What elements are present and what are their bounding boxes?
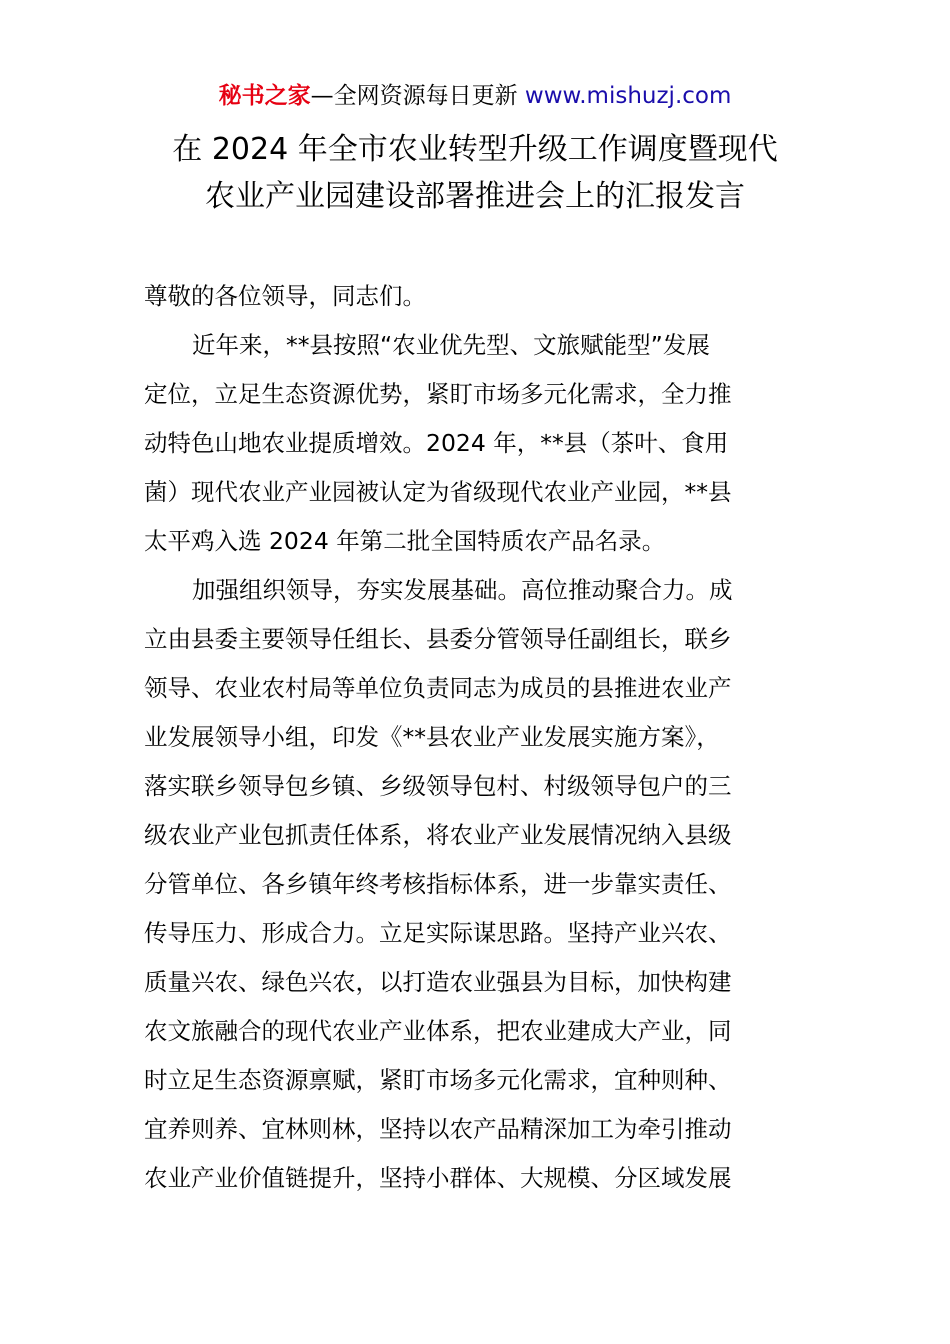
body-line: 加强组织领导，夯实发展基础。高位推动聚合力。成 bbox=[192, 576, 733, 604]
body-line: 太平鸡入选 2024 年第二批全国特质农产品名录。 bbox=[144, 527, 666, 555]
document-title bbox=[0, 126, 950, 220]
body-line: 农文旅融合的现代农业产业体系，把农业建成大产业，同 bbox=[144, 1017, 732, 1045]
body-line: 落实联乡领导包乡镇、乡级领导包村、村级领导包户的三 bbox=[144, 772, 732, 800]
salutation: 尊敬的各位领导，同志们。 bbox=[144, 282, 426, 310]
header-tagline: —全网资源每日更新 bbox=[310, 83, 525, 109]
site-header bbox=[0, 80, 950, 112]
body-line: 动特色山地农业提质增效。2024 年，**县（茶叶、食用 bbox=[144, 429, 729, 457]
brand-name: 秘书之家 bbox=[218, 83, 311, 109]
site-url[interactable]: www.mishuzj.com bbox=[524, 83, 732, 109]
body-line: 近年来，**县按照“农业优先型、文旅赋能型”发展 bbox=[192, 331, 710, 359]
body-line: 分管单位、各乡镇年终考核指标体系，进一步靠实责任、 bbox=[144, 870, 732, 898]
title-line-1: 在 2024 年全市农业转型升级工作调度暨现代 bbox=[172, 132, 778, 167]
body-line: 领导、农业农村局等单位负责同志为成员的县推进农业产 bbox=[144, 674, 732, 702]
body-line: 时立足生态资源禀赋，紧盯市场多元化需求，宜种则种、 bbox=[144, 1066, 732, 1094]
body-line: 农业产业价值链提升，坚持小群体、大规模、分区域发展 bbox=[144, 1164, 732, 1192]
body-line: 菌）现代农业产业园被认定为省级现代农业产业园，**县 bbox=[144, 478, 732, 506]
body-line: 业发展领导小组，印发《**县农业产业发展实施方案》， bbox=[144, 723, 720, 751]
body-line: 宜养则养、宜林则林，坚持以农产品精深加工为牵引推动 bbox=[144, 1115, 732, 1143]
body-line: 传导压力、形成合力。立足实际谋思路。坚持产业兴农、 bbox=[144, 919, 732, 947]
title-line-2: 农业产业园建设部署推进会上的汇报发言 bbox=[205, 179, 745, 214]
body-line: 质量兴农、绿色兴农，以打造农业强县为目标，加快构建 bbox=[144, 968, 732, 996]
document-body bbox=[144, 272, 808, 1203]
body-line: 定位，立足生态资源优势，紧盯市场多元化需求，全力推 bbox=[144, 380, 732, 408]
body-line: 级农业产业包抓责任体系，将农业产业发展情况纳入县级 bbox=[144, 821, 732, 849]
body-line: 立由县委主要领导任组长、县委分管领导任副组长，联乡 bbox=[144, 625, 732, 653]
